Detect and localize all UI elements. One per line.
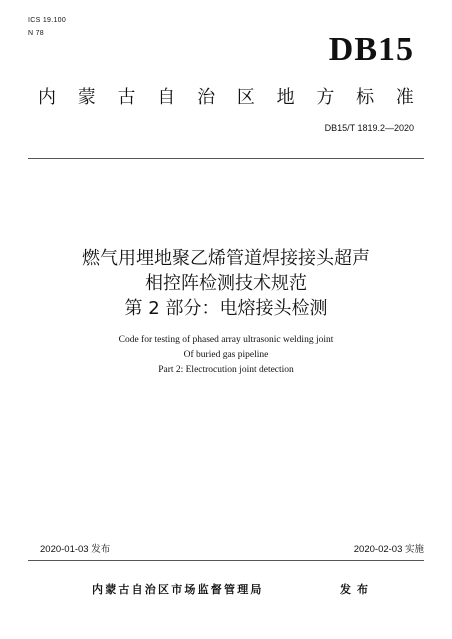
standard-type-heading	[38, 86, 414, 110]
title-cn-line-1: 燃气用埋地聚乙烯管道焊接接头超声	[82, 248, 370, 269]
title-cn-line-3: 第 2 部分：电熔接头检测	[124, 298, 328, 319]
standard-type-char: 古	[117, 87, 136, 108]
title-en-line-3: Part 2: Electrocution joint detection	[158, 365, 294, 375]
bottom-divider	[28, 560, 424, 561]
db-code-logo: DB15	[328, 31, 414, 68]
title-cn-line-2: 相控阵检测技术规范	[145, 273, 307, 294]
standard-type-char: 蒙	[77, 87, 96, 108]
standard-type-char: 方	[316, 87, 335, 108]
issue-date: 2020-01-03 发布	[40, 544, 111, 555]
standard-type-char: 内	[38, 87, 56, 108]
top-divider	[28, 158, 424, 159]
standard-type-char: 区	[236, 87, 255, 108]
ics-code: ICS 19.100	[28, 17, 67, 24]
issuing-authority: 内蒙古自治区市场监督管理局	[92, 583, 264, 596]
standard-number: DB15/T 1819.2—2020	[324, 123, 414, 133]
issue-label: 发布	[340, 583, 374, 596]
standard-type-char: 治	[197, 87, 216, 108]
implementation-date: 2020-02-03 实施	[353, 544, 424, 555]
standard-type-char: 标	[356, 87, 375, 108]
standard-type-char: 地	[276, 87, 295, 108]
title-en-line-1: Code for testing of phased array ultrasonic welding joint	[118, 335, 334, 345]
classification-code: N 78	[28, 30, 44, 37]
standard-type-char: 准	[395, 87, 414, 108]
standard-type-char: 自	[157, 87, 176, 108]
title-en-line-2: Of buried gas pipeline	[183, 350, 269, 360]
